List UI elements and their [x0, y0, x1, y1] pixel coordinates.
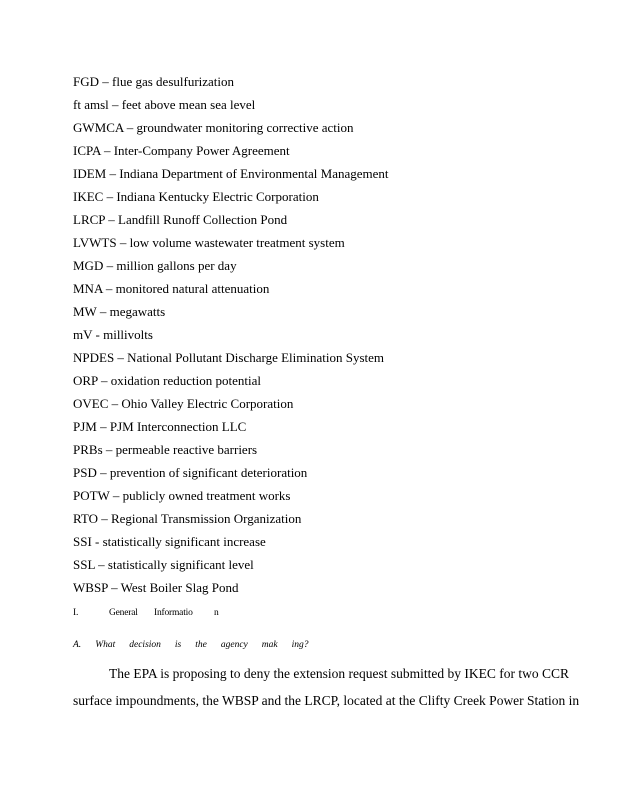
abbreviation-item: IDEM – Indiana Department of Environmental Management [73, 166, 389, 181]
abbreviation-item: OVEC – Ohio Valley Electric Corporation [73, 396, 294, 411]
body-paragraph [73, 660, 593, 714]
section-heading-word: Informatio [154, 608, 193, 618]
section-number: I. [73, 608, 79, 618]
subsection-heading-word: What [95, 640, 116, 650]
abbreviation-item: GWMCA – groundwater monitoring corrective action [73, 120, 354, 135]
abbreviation-item: LRCP – Landfill Runoff Collection Pond [73, 212, 288, 227]
abbreviation-item: RTO – Regional Transmission Organization [73, 511, 302, 526]
abbreviation-item: FGD – flue gas desulfurization [73, 74, 235, 89]
subsection-heading-word: mak [261, 640, 278, 650]
abbreviation-item: IKEC – Indiana Kentucky Electric Corporation [73, 189, 319, 204]
section-heading [73, 608, 219, 618]
abbreviation-item: ORP – oxidation reduction potential [73, 373, 261, 388]
abbreviation-item: NPDES – National Pollutant Discharge Elimination System [73, 350, 385, 365]
abbreviation-item: ft amsl – feet above mean sea level [73, 97, 256, 112]
body-paragraph-text: The EPA is proposing to deny the extension request submitted by IKEC for two CCR surface impoundments, the WBSP and the LRCP, located at the Clifty Creek Power Station in [73, 666, 580, 708]
abbreviation-item: PSD – prevention of significant deterioration [73, 465, 308, 480]
abbreviation-item: MNA – monitored natural attenuation [73, 281, 270, 296]
subsection-heading-word: agency [220, 640, 248, 650]
abbreviation-item: POTW – publicly owned treatment works [73, 488, 291, 503]
abbreviation-item: SSL – statistically significant level [73, 557, 254, 572]
abbreviation-item: MGD – million gallons per day [73, 258, 237, 273]
abbreviation-item: mV - millivolts [73, 327, 153, 342]
abbreviation-list [73, 70, 389, 599]
abbreviation-item: ICPA – Inter-Company Power Agreement [73, 143, 290, 158]
subsection-heading-word: is [174, 640, 182, 650]
subsection-heading [73, 640, 323, 650]
subsection-letter: A. [73, 640, 82, 650]
section-heading-word: n [214, 608, 219, 618]
abbreviation-item: SSI - statistically significant increase [73, 534, 266, 549]
subsection-heading-word: ing? [291, 640, 309, 650]
subsection-heading-word: decision [129, 640, 161, 650]
abbreviation-item: MW – megawatts [73, 304, 166, 319]
subsection-heading-word: the [195, 640, 207, 650]
abbreviation-item: LVWTS – low volume wastewater treatment system [73, 235, 345, 250]
abbreviation-item: PJM – PJM Interconnection LLC [73, 419, 247, 434]
section-heading-word: General [109, 608, 138, 618]
abbreviation-item: WBSP – West Boiler Slag Pond [73, 580, 239, 595]
abbreviation-item: PRBs – permeable reactive barriers [73, 442, 258, 457]
